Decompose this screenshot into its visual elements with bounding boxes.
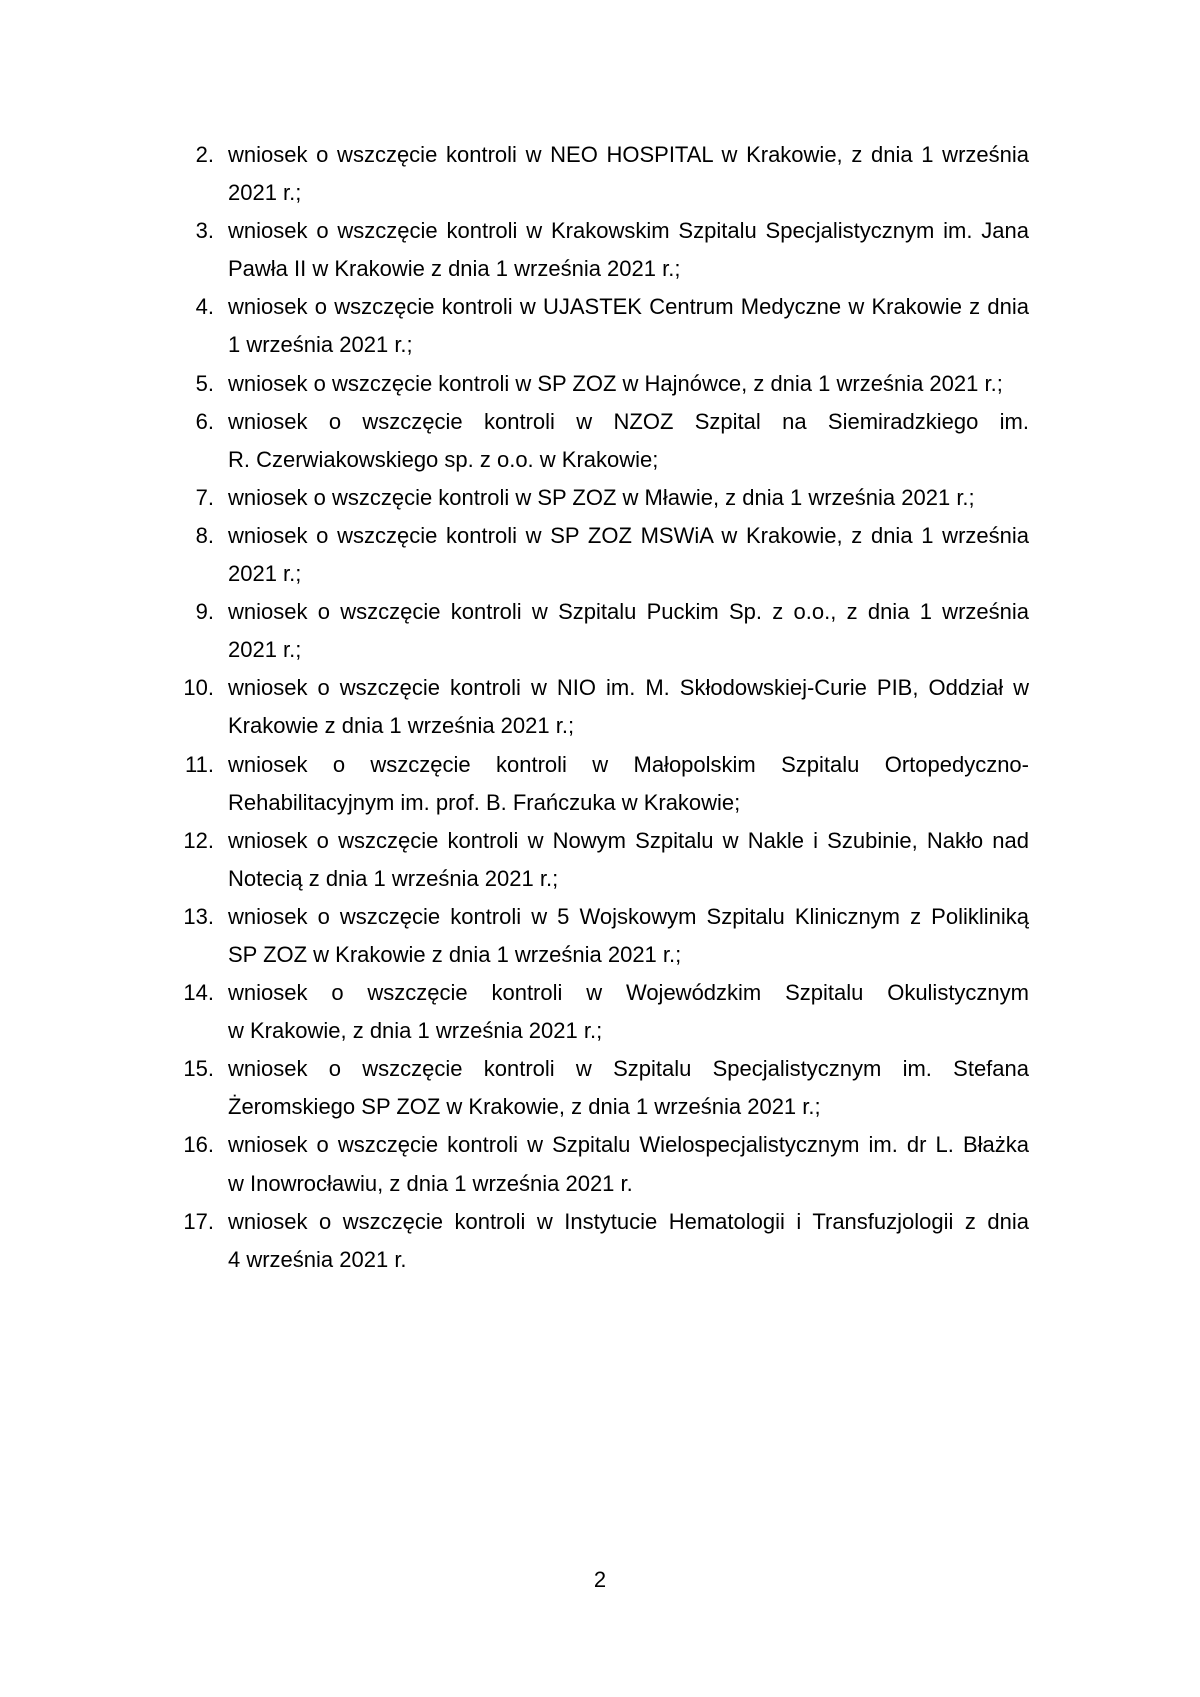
list-item-number: 16. — [183, 1132, 214, 1158]
list-item-lines — [228, 746, 1029, 822]
list-item-line: 2021 r.; — [228, 561, 302, 587]
list-item-line: wniosek o wszczęcie kontroli w Szpitalu Wielospecjalistycznym im. dr L. Błażka — [228, 1132, 1029, 1158]
list-item-line: wniosek o wszczęcie kontroli w Małopolskim Szpitalu Ortopedyczno- — [228, 751, 1029, 777]
list-item — [195, 365, 1029, 403]
list-item — [195, 288, 1029, 364]
list-item-line: 1 września 2021 r.; — [228, 332, 413, 358]
list-item-lines — [228, 365, 1029, 403]
list-item — [183, 1050, 1029, 1126]
list-item-line: 2021 r.; — [228, 637, 302, 663]
list-item — [195, 517, 1029, 593]
list-item-lines — [228, 1203, 1029, 1279]
list-item-line: wniosek o wszczęcie kontroli w 5 Wojskowym Szpitalu Klinicznym z Polikliniką — [228, 903, 1029, 929]
list-item-number: 5. — [195, 370, 214, 396]
list-item-line: wniosek o wszczęcie kontroli w Szpitalu Puckim Sp. z o.o., z dnia 1 września — [228, 599, 1029, 625]
list-item-number: 4. — [195, 294, 214, 320]
list-item-number: 2. — [195, 142, 214, 167]
list-item-number: 10. — [183, 675, 214, 701]
list-item — [183, 1126, 1029, 1202]
list-item-lines — [228, 593, 1029, 669]
list-item-line: wniosek o wszczęcie kontroli w Instytucie Hematologii i Transfuzjologii z dnia — [228, 1208, 1029, 1234]
list-item-number: 15. — [183, 1056, 214, 1082]
list-item-lines — [228, 136, 1029, 212]
list-item-line: SP ZOZ w Krakowie z dnia 1 września 2021 r.; — [228, 941, 682, 967]
list-item-lines — [228, 403, 1029, 479]
list-item-number: 3. — [195, 218, 214, 244]
list-item-line: Krakowie z dnia 1 września 2021 r.; — [228, 713, 575, 739]
list-item-lines — [228, 479, 1029, 517]
list-item-lines — [228, 822, 1029, 898]
list-item-number: 14. — [183, 980, 214, 1006]
list-item-line: wniosek o wszczęcie kontroli w NIO im. M. Skłodowskiej-Curie PIB, Oddział w — [228, 675, 1029, 701]
list-item-lines — [228, 288, 1029, 364]
list-item-number: 13. — [183, 903, 214, 929]
list-item-line: Rehabilitacyjnym im. prof. B. Frańczuka w Krakowie; — [228, 789, 741, 815]
list-item-line: 2021 r.; — [228, 180, 302, 206]
list-item-number: 8. — [195, 522, 214, 548]
list-item — [183, 898, 1029, 974]
list-item — [183, 822, 1029, 898]
list-item-lines — [228, 517, 1029, 593]
list-item-line: wniosek o wszczęcie kontroli w Nowym Szpitalu w Nakle i Szubinie, Nakło nad — [228, 827, 1029, 853]
list-item — [185, 746, 1029, 822]
list-item — [183, 1203, 1029, 1279]
list-item-number: 17. — [183, 1208, 214, 1234]
list-item-lines — [228, 898, 1029, 974]
list-item-line: Pawła II w Krakowie z dnia 1 września 2021 r.; — [228, 256, 681, 282]
list-item-line: 4 września 2021 r. — [228, 1246, 407, 1272]
list-item — [195, 212, 1029, 288]
list-item-lines — [228, 1126, 1029, 1202]
list-item-line: wniosek o wszczęcie kontroli w NZOZ Szpital na Siemiradzkiego im. — [228, 408, 1029, 434]
list-item-number: 11. — [185, 751, 214, 777]
list-item — [195, 479, 1029, 517]
list-item-line: wniosek o wszczęcie kontroli w SP ZOZ w Mławie, z dnia 1 września 2021 r.; — [228, 484, 975, 510]
list-item-lines — [228, 974, 1029, 1050]
list-item — [195, 593, 1029, 669]
list-item-line: wniosek o wszczęcie kontroli w Szpitalu Specjalistycznym im. Stefana — [228, 1056, 1029, 1082]
list-item-line: Żeromskiego SP ZOZ w Krakowie, z dnia 1 września 2021 r.; — [228, 1094, 821, 1120]
numbered-list — [183, 136, 1029, 1279]
list-item-number: 6. — [195, 408, 214, 434]
list-item-line: wniosek o wszczęcie kontroli w UJASTEK Centrum Medyczne w Krakowie z dnia — [228, 294, 1029, 320]
list-item-line: wniosek o wszczęcie kontroli w Wojewódzkim Szpitalu Okulistycznym — [228, 980, 1029, 1006]
list-item — [195, 136, 1029, 212]
list-item-line: w Krakowie, z dnia 1 września 2021 r.; — [228, 1018, 603, 1044]
list-item — [195, 403, 1029, 479]
list-item-number: 12. — [183, 827, 214, 853]
list-item-lines — [228, 212, 1029, 288]
list-item-line: wniosek o wszczęcie kontroli w SP ZOZ MSWiA w Krakowie, z dnia 1 września — [228, 522, 1029, 548]
list-item-line: wniosek o wszczęcie kontroli w SP ZOZ w Hajnówce, z dnia 1 września 2021 r.; — [228, 370, 1003, 396]
list-item-number: 9. — [195, 599, 214, 625]
list-item-number: 7. — [195, 484, 214, 510]
list-item-lines — [228, 669, 1029, 745]
list-item-line: R. Czerwiakowskiego sp. z o.o. w Krakowie; — [228, 446, 659, 472]
list-item-lines — [228, 1050, 1029, 1126]
list-item-line: Notecią z dnia 1 września 2021 r.; — [228, 865, 559, 891]
list-item — [183, 974, 1029, 1050]
list-item-line: w Inowrocławiu, z dnia 1 września 2021 r. — [228, 1170, 633, 1196]
list-item-line: wniosek o wszczęcie kontroli w NEO HOSPITAL w Krakowie, z dnia 1 września — [228, 142, 1029, 167]
page-number: 2 — [593, 1567, 607, 1592]
list-item-line: wniosek o wszczęcie kontroli w Krakowskim Szpitalu Specjalistycznym im. Jana — [228, 218, 1029, 244]
list-item — [183, 669, 1029, 745]
